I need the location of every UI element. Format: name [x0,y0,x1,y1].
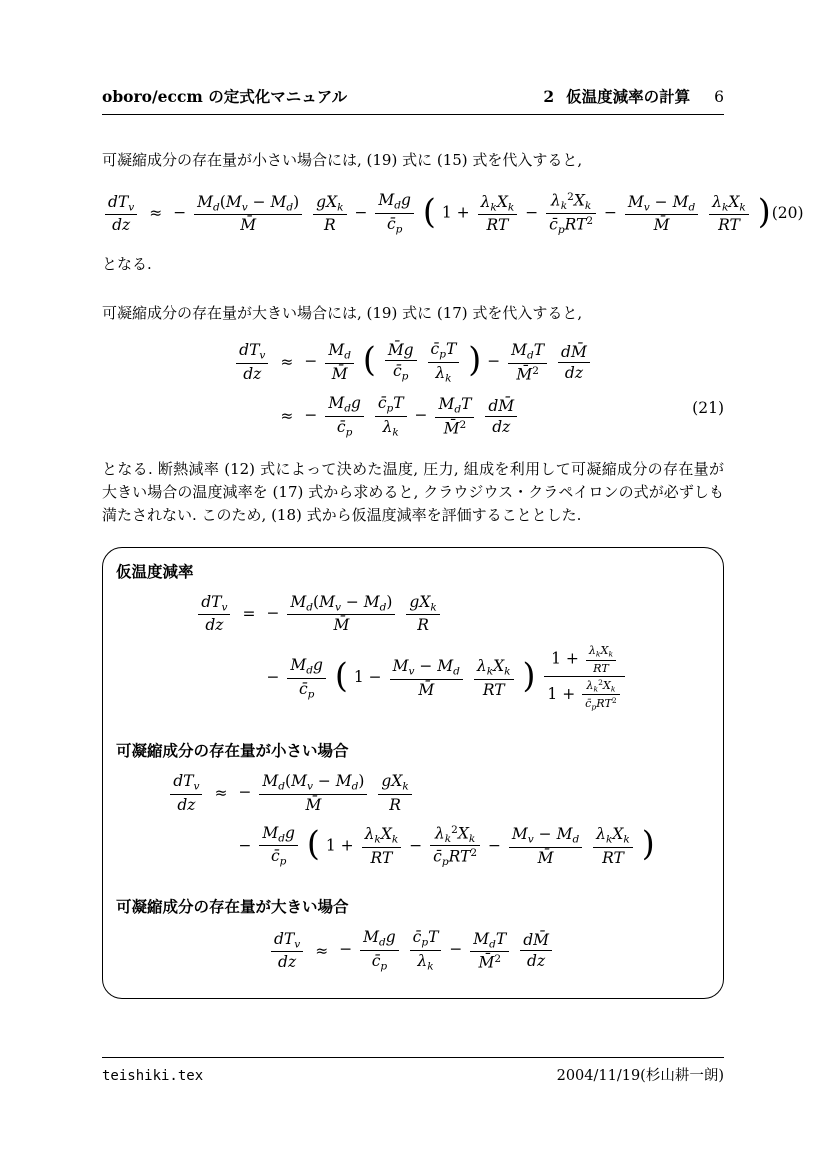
header-document-title: oboro/eccm の定式化マニュアル [102,87,348,106]
header-section-number: 2 [543,87,555,106]
box-subtitle-large-case: 可凝縮成分の存在量が大きい場合 [116,898,349,917]
big-left-paren: ( [422,191,436,231]
big-left-paren: ( [306,824,320,864]
equation-number: (21) [692,398,724,417]
big-left-paren: ( [362,340,376,380]
big-right-paren: ) [468,340,482,380]
equation-21 [102,335,724,444]
equation-lines: $\frac{dT_v}{dz}$ ≈ − $\frac{M_d(M_v - M_d)}{M̄}$ $\frac{gX_k}{R}$ − $\frac{M_dg}{c̄_p}$ ( 1 + $\frac{\lambda_kX_k}{RT}$ − $\frac{\lambda_k^2X_k}{c̄_pRT^2}$ − $\frac{M_v - M_d}{M̄}$ $\frac{\lambda_kX_k}{RT}$ ) [102,186,772,241]
big-left-paren: ( [334,656,348,696]
box-equation-large-case [116,923,707,977]
running-header [102,85,724,115]
box-title: 仮温度減率 [116,562,194,581]
equation-lines: $\frac{dT_v}{dz}$ ≈ − $\frac{M_d}{M̄}$ ( $\frac{M̄g}{c̄_p}$ $\frac{c̄_pT}{\lambda_k}$ ) − $\frac{M_dT}{M̄^2}$ $\frac{dM̄}{dz}$ ≈ − $\frac{M_dg}{c̄_p}$ $\frac{c̄_pT}{\lambda_k}$ − $\frac{M_dT}{M̄^2}$ $\frac{dM̄}{dz}$ [233,335,593,444]
footer-filename: teishiki.tex [102,1068,204,1084]
big-right-paren: ) [757,191,771,231]
paragraph-discussion: となる. 断熱減率 (12) 式によって決めた温度, 圧力, 組成を利用して可凝縮成分の存在量が大きい場合の温度減率を (17) 式から求めると, クラウジウス・クラペイロンの式が必ずしも満たされない. このため, (18) 式から仮温度減率を評価することとした. [102,459,724,524]
equation-number: (20) [771,204,804,223]
header-page-number: 6 [714,88,724,106]
header-section-title: 仮温度減率の計算 [566,87,691,106]
summary-box [102,547,724,999]
paragraph-small-case-intro: 可凝縮成分の存在量が小さい場合には, (19) 式に (15) 式を代入すると, [102,151,583,169]
box-equation-small-case [116,767,707,874]
running-footer [102,1057,724,1085]
big-right-paren: ) [641,824,655,864]
paragraph-tonaru: となる. [102,254,152,273]
equation-lines: $\frac{dT_v}{dz}$ ≈ − $\frac{M_dg}{c̄_p}$ $\frac{c̄_pT}{\lambda_k}$ − $\frac{M_dT}{M̄^2}$ $\frac{dM̄}{dz}$ [268,923,555,977]
page-content [102,0,804,999]
box-equation-main [116,588,707,717]
equation-lines: $\frac{dT_v}{dz}$ ≈ − $\frac{M_d(M_v - M_d)}{M̄}$ $\frac{gX_k}{R}$ − $\frac{M_dg}{c̄_p}$ ( 1 + $\frac{\lambda_kX_k}{RT}$ − $\frac{\lambda_k^2X_k}{c̄_pRT^2}$ − $\frac{M_v - M_d}{M̄}$ $\frac{\lambda_kX_k}{RT}$ ) [167,767,656,874]
box-subtitle-small-case: 可凝縮成分の存在量が小さい場合 [116,741,349,760]
paragraph-large-case-intro: 可凝縮成分の存在量が大きい場合には, (19) 式に (17) 式を代入すると, [102,303,583,322]
equation-20 [102,186,804,241]
footer-date-author: 2004/11/19(杉山耕一朗) [556,1068,724,1084]
equation-lines: $\frac{dT_v}{dz}$ = − $\frac{M_d(M_v - M_d)}{M̄}$ $\frac{gX_k}{R}$ − $\frac{M_dg}{c̄_p}$ ( 1 − $\frac{M_v - M_d}{M̄}$ $\frac{\lambda_kX_k}{RT}$ ) 1 + $\frac{\lambda_kX_k}{RT}$ 1 + $\frac{\lambda_k^2X_k}{c̄_pRT^2}$ [195,588,627,717]
big-right-paren: ) [522,656,536,696]
